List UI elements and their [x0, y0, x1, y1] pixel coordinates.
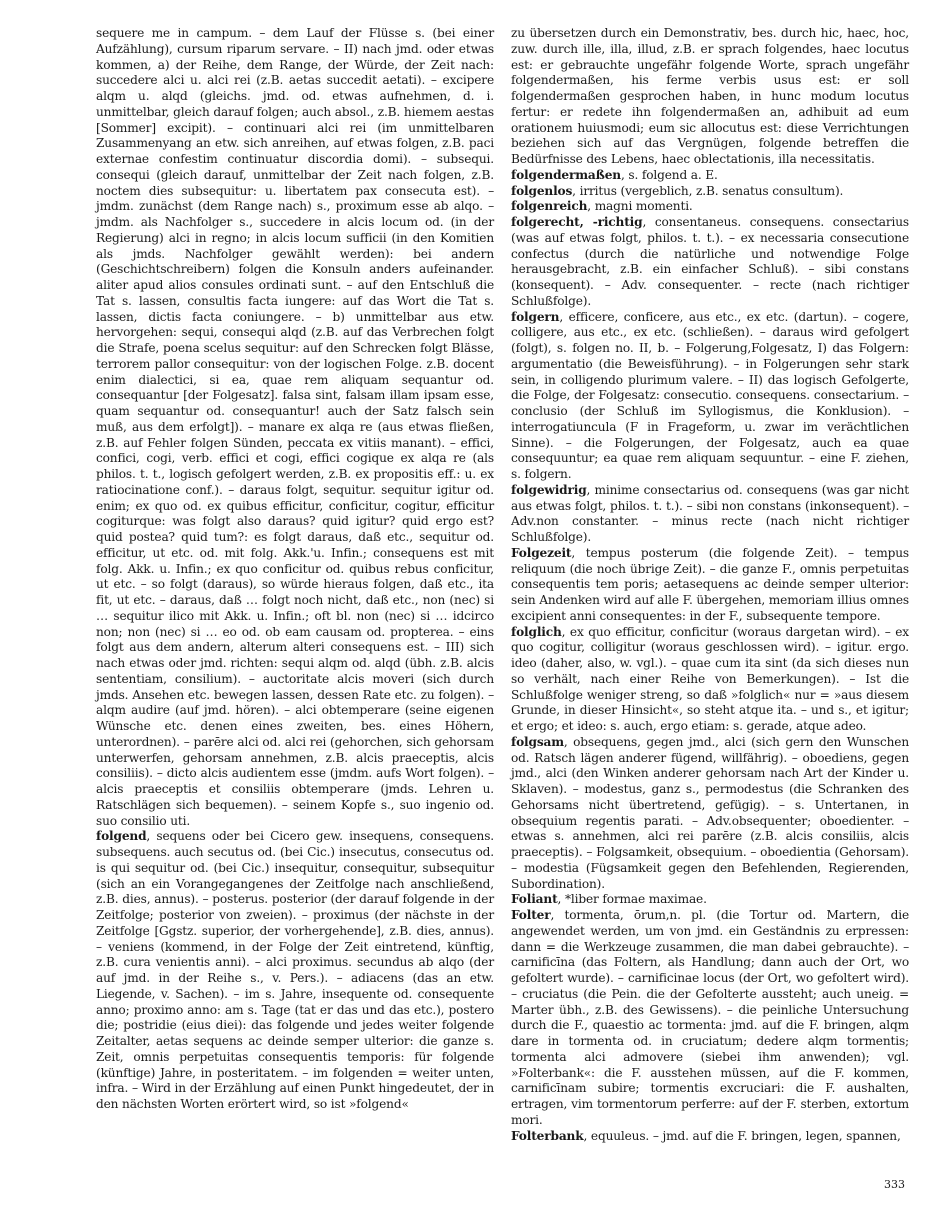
- entry-text: , obsequens, gegen jmd., alci (sich gern den Wunschen od. Ratsch lägen anderer fügend, willfährig). – oboediens, gegen jmd., alci (den Winken anderer gehorsam nach Art der Kinder u. Sklaven). – modestus, ganz s., permodestus (die Schranken des Gehorsams nicht übertretend, gefügig). – s. Untertanen, in obsequium regentis parati. – Adv.obsequenter; oboedienter. – etwas s. annehmen, alci rei parēre (z.B. alcis consiliis, alcis praeceptis). – Folgsamkeit, obsequium. – oboedientia (Gehorsam). – modestia (Fügsamkeit gegen den Befehlenden, Regierenden, Subordination).: [511, 734, 909, 891]
- entry-text: , irritus (vergeblich, z.B. senatus consultum).: [572, 183, 844, 198]
- entry-headword: folgenreich: [511, 199, 588, 214]
- dictionary-entry: [96, 26, 494, 829]
- entry-headword: Folterbank: [511, 1128, 584, 1143]
- dictionary-entry: [96, 829, 494, 1113]
- dictionary-entry: [511, 215, 909, 310]
- dictionary-entry: [511, 1129, 909, 1145]
- entry-text: , ex quo efficitur, conficitur (woraus dargetan wird). – ex quo cogitur, colligitur (woraus geschlossen wird). – igitur. ergo. ideo (daher, also, w. vgl.). – quae cum ita sint (da sich dieses nun so verhält, nach einer Reihe von Bemerkungen). – Ist die Schlußfolge weniger streng, so daß »folglich« nur = »aus diesem Grunde, in dieser Hinsicht«, so steht atque ita. – und s., et igitur; et ergo; et ideo: s. auch, ergo etiam: s. gerade, atque adeo.: [511, 624, 909, 733]
- dictionary-entry: [511, 199, 909, 215]
- dictionary-entry: [511, 546, 909, 625]
- entry-headword: folgend: [96, 829, 147, 844]
- entry-headword: folgern: [511, 309, 560, 324]
- entry-text: sequere me in campum. – dem Lauf der Flüsse s. (bei einer Aufzählung), cursum riparum servare. – II) nach jmd. oder etwas kommen, a) der Reihe, dem Range, der Würde, der Zeit nach: succedere alci u. alci rei (z.B. aetas succedit aetati). – excipere alqm u. alqd (gleichs. jmd. od. etwas aufnehmen, d. i. unmittelbar, gleich darauf folgen; auch absol., z.B. hiemem aestas [Sommer] excipit). – continuari alci rei (im unmittelbaren Zusammenyang an etw. sich anreihen, auf etwas folgen, z.B. paci externae confestim continuatur discordia domi). – subsequi. consequi (gleich darauf, unmittelbar der Zeit nach folgen, z.B. noctem dies subsequitur: u. libertatem pax consecuta est). – jmdm. zunächst (dem Range nach) s., proximum esse ab alqo. – jmdm. als Nachfolger s., succedere in alcis locum od. (in der Regierung) alci in regno; in alcis locum sufficii (in den Komitien als jmds. Nachfolger gewählt werden): bei andern (Geschichtschreibern) folgen die Konsuln anders aufeinander. aliter apud alios consules ordinati sunt. – auf den Entschluß die Tat s. lassen, consultis facta iungere: auf das Wort die Tat s. lassen, dictis facta coniungere. – b) unmittelbar aus etw. hervorgehen: sequi, consequi alqd (z.B. auf das Verbrechen folgt die Strafe, poena scelus sequitur: auf den Schrecken folgt Blässe, terrorem pallor consequitur: von der logischen Folge. z.B. docent enim dialectici, si ea, quae rem aliquam sequantur od. consequantur [der Folgesatz]. falsa sint, falsam illam ipsam esse, quam sequantur od. consequantur! auch der Satz falsch sein muß, aus dem erfolgt]). – manare ex alqa re (aus etwas fließen, z.B. auf Fehler folgen Sünden, peccata ex vitiis manant). – effici, confici, cogi, verb. effici et cogi, effici cogique ex alqa re (als philos. t. t., logisch gefolgert werden, z.B. ex propositis eff.: u. ex ratiocinatione conf.). – daraus folgt, sequitur. sequitur igitur od. enim; ex quo od. ex quibus efficitur, conficitur, cogitur, efficitur cogiturque: was folgt also daraus? quid igitur? quid ergo est? quid postea? quid tum?: es folgt daraus, daß etc., sequitur od. efficitur, ut etc. od. mit folg. Akk.'u. Infin.; consequens est mit folg. Akk. u. Infin.; ex quo conficitur od. quibus rebus conficitur, ut etc. – so folgt (daraus), so würde hieraus folgen, daß etc., ita fit, ut etc. – daraus, daß … folgt noch nicht, daß etc., non (nec) si … sequitur ilico mit Akk. u. Infin.; oft bl. non (nec) si … idcirco non; non (nec) si … eo od. ob eam causam od. propterea. – eins folgt aus dem andern, alterum alteri consequens est. – III) sich nach etwas oder jmd. richten: sequi alqm od. alqd (übh. z.B. alcis sententiam, consilium). – auctoritate alcis moveri (sich durch jmds. Ansehen etc. bewegen lassen, dessen Rate etc. zu folgen). – alqm audire (auf jmd. hören). – alci obtemperare (seine eigenen Wünsche etc. denen eines zweiten, bes. eines Höhern, unterordnen). – parēre alci od. alci rei (gehorchen, sich gehorsam unterwerfen, gehorsam annehmen, z.B. alcis praeceptis, alcis consiliis). – dicto alcis audientem esse (jmdm. aufs Wort folgen). – alcis praeceptis et consiliis obtemperare (jmds. Lehren u. Ratschlägen sich bequemen). – seinem Kopfe s., suo ingenio od. suo consilio uti.: [96, 26, 494, 828]
- dictionary-entry: [511, 310, 909, 483]
- entry-headword: folgerecht, -richtig: [511, 215, 643, 229]
- entry-headword: Folgezeit: [511, 545, 572, 560]
- dictionary-entry: [511, 483, 909, 546]
- dictionary-entry: [511, 908, 909, 1129]
- right-column: [511, 26, 909, 1144]
- entry-headword: folgsam: [511, 734, 564, 749]
- dictionary-entry: [511, 892, 909, 908]
- dictionary-entry: [511, 625, 909, 735]
- entry-headword: folglich: [511, 624, 562, 639]
- entry-text: , minime consectarius od. consequens (was gar nicht aus etwas folgt, philos. t. t.). – sibi non constans (inkonsequent). – Adv.non constanter. – minus recte (nach nicht richtiger Schlußfolge).: [511, 482, 909, 544]
- dictionary-entry: [511, 168, 909, 184]
- entry-text: , magni momenti.: [587, 199, 693, 214]
- dictionary-entry: [511, 735, 909, 893]
- entry-text: , tormenta, ōrum,n. pl. (die Tortur od. Martern, die angewendet werden, um von jmd. ein Geständnis zu erpressen: dann = die Werkzeuge zusammen, die man dabei gebrauchte). – carnificīna (das Foltern, als Handlung; dann auch der Ort, wo gefoltert wurde). – carnificinae locus (der Ort, wo gefoltert wird). – cruciatus (die Pein. die der Gefolterte aussteht; auch uneig. = Marter übh., z.B. des Gewissens). – die peinliche Untersuchung durch die F., quaestio ac tormenta: jmd. auf die F. bringen, alqm dare in tormenta od. in cruciatum; dedere alqm tormentis; tormenta alci admovere (siebei ihm anwenden); vgl. »Folterbank«: die F. ausstehen müssen, auf die F. kommen, carnificīnam subire; tormentis excruciari: die F. aushalten, ertragen, vim tormentorum perferre: auf der F. sterben, extortum mori.: [511, 908, 909, 1127]
- entry-headword: folgenlos: [511, 183, 573, 198]
- left-column: [96, 26, 494, 1113]
- entry-headword: folgendermaßen: [511, 167, 621, 182]
- dictionary-entry: [511, 184, 909, 200]
- entry-text: , consentaneus. consequens. consectarius (was auf etwas folgt, philos. t. t.). – ex necessaria consecutione confectus (durch die natürliche und notwendige Folge herausgebracht, z.B. ein einfacher Schluß). – sibi constans (konsequent). – Adv. consequenter. – recte (nach richtiger Schlußfolge).: [511, 215, 909, 308]
- entry-text: , s. folgend a. E.: [620, 167, 718, 182]
- entry-text: zu übersetzen durch ein Demonstrativ, bes. durch hic, haec, hoc, zuw. durch ille, illa, illud, z.B. er sprach folgendes, haec locutus est: er gebrauchte ungefähr folgende Worte, sprach ungefähr folgendermaßen, his ferme verbis usus est: er soll folgendermaßen gesprochen haben, in hunc modum locutus fertur: er redete ihn folgendermaßen an, adhibuit ad eum orationem huiusmodi; eum sic allocutus est: diese Verrichtungen beziehen sich auf das Vergnügen, folgende betreffen die Bedürfnisse des Lebens, haec oblectationis, illa necessitatis.: [511, 26, 909, 166]
- entry-text: , tempus posterum (die folgende Zeit). – tempus reliquum (die noch übrige Zeit). – die ganze F., omnis perpetuitas consequentis tem poris; aetasequens ac deinde semper ulterior: sein Andenken wird auf alle F. übergehen, memoriam illius omnes excipient anni consequentes: in der F., subsequente tempore.: [511, 545, 909, 623]
- entry-text: , *liber formae maximae.: [557, 892, 707, 907]
- entry-text: , efficere, conficere, aus etc., ex etc. (dartun). – cogere, colligere, aus etc., ex etc. (schließen). – daraus wird gefolgert (folgt), s. folgen no. II, b. – Folgerung,Folgesatz, I) das Folgern: argumentatio (die Beweisführung). – in Folgerungen sehr stark sein, in colligendo plurimum valere. – II) das logisch Gefolgerte, die Folge, der Folgesatz: consecutio. consequens. consectarium. – conclusio (der Schluß im Syllogismus, die Konklusion). – interrogatiuncula (F in Frageform, u. zwar im verächtlichen Sinne). – die Folgerungen, der Folgesatz, auch ea quae consequuntur; ea quae rem aliquam sequuntur. – eine F. ziehen, s. folgern.: [511, 309, 909, 481]
- entry-text: , equuleus. – jmd. auf die F. bringen, legen, spannen,: [583, 1128, 901, 1143]
- entry-headword: Folter: [511, 908, 551, 922]
- entry-headword: Foliant: [511, 892, 558, 907]
- page-number: 333: [884, 1178, 905, 1191]
- entry-headword: folgewidrig: [511, 482, 587, 497]
- dictionary-entry: [511, 26, 909, 168]
- entry-text: , sequens oder bei Cicero gew. insequens, consequens. subsequens. auch secutus od. (bei Cic.) insecutus, consecutus od. is qui sequitur od. (bei Cic.) insequitur, consequitur, subsequitur (sich an ein Vorangegangenes der Zeitfolge nach anschließend, z.B. dies, annus). – posterus. posterior (der darauf folgende in der Zeitfolge; posterior von zweien). – proximus (der nächste in der Zeitfolge [Ggstz. superior, der vorhergehende], z.B. dies, annus). – veniens (kommend, in der Folge der Zeit eintretend, künftig, z.B. cura venientis anni). – alci proximus. secundus ab alqo (der auf jmd. in der Reihe s., v. Pers.). – adiacens (das an etw. Liegende, v. Sachen). – im s. Jahre, insequente od. consequente anno; proximo anno: am s. Tage (tat er das und das etc.), postero die; postridie (eius diei): das folgende und jedes weiter folgende Zeitalter, aetas sequens ac deinde semper ulterior: die ganze s. Zeit, omnis perpetuitas consequentis temporis: für folgende (künftige) Jahre, in posteritatem. – im folgenden = weiter unten, infra. – Wird in der Erzählung auf einen Punkt hingedeutet, der in den nächsten Worten erörtert wird, so ist »folgend«: [96, 829, 494, 1111]
